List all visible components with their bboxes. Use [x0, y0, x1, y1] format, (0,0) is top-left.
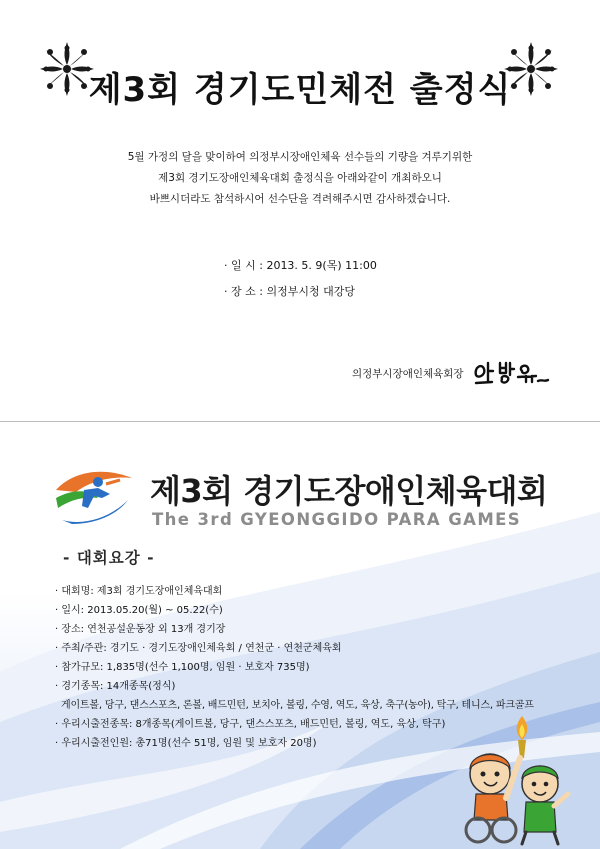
detail-item: · 일시: 2013.05.20(월) ~ 05.22(수) [55, 605, 223, 616]
invitation-title: 제3회 경기도민체전 출정식 [88, 70, 512, 110]
event-date: · 일 시 : 2013. 5. 9(목) 11:00 [224, 259, 377, 272]
invitation-line: 제3회 경기도장애인체육대회 출정식을 아래와같이 개최하오니 [158, 172, 442, 184]
detail-item: · 참가규모: 1,835명(선수 1,100명, 임원 · 보호자 735명) [55, 662, 310, 673]
invitation-card [0, 0, 600, 420]
detail-item: · 대회명: 제3회 경기도장애인체육대회 [55, 586, 223, 597]
event-place: · 장 소 : 의정부시청 대강당 [224, 285, 355, 298]
detail-item: · 우리시출전종목: 8개종목(게이트볼, 당구, 댄스스포츠, 배드민턴, 볼링, 역도, 육상, 탁구) [55, 719, 446, 730]
games-poster [0, 422, 600, 849]
detail-item: · 주최/주관: 경기도 · 경기도장애인체육회 / 연천군 · 연천군체육회 [55, 643, 342, 654]
mascot-illustration [448, 712, 576, 846]
sports-list: 게이트볼, 당구, 댄스스포츠, 론볼, 배드민턴, 보치아, 볼링, 수영, 역도, 육상, 축구(농아), 탁구, 테니스, 파크골프 [61, 700, 534, 711]
detail-item: · 장소: 연천공설운동장 외 13개 경기장 [55, 624, 226, 635]
invitation-line: 5월 가정의 달을 맞이하여 의정부시장애인체육 선수들의 기량을 겨루기위한 [127, 151, 473, 163]
poster-subtitle: The 3rd GYEONGGIDO PARA GAMES [152, 510, 522, 529]
invitation-message [0, 147, 600, 210]
poster-title: 제3회 경기도장애인체육대회 [150, 472, 548, 510]
invitation-line: 바쁘시더라도 참석하시어 선수단을 격려해주시면 감사하겠습니다. [149, 193, 451, 205]
detail-item: · 경기종목: 14개종목(정식) [55, 681, 176, 692]
signature [470, 357, 550, 385]
detail-item: · 우리시출전인원: 총71명(선수 51명, 임원 및 보호자 20명) [55, 738, 317, 749]
event-info [224, 253, 377, 305]
sender-name: 의정부시장애인체육회장 [352, 368, 464, 380]
games-logo-icon [54, 468, 134, 526]
section-title: - 대회요강 - [63, 549, 155, 567]
